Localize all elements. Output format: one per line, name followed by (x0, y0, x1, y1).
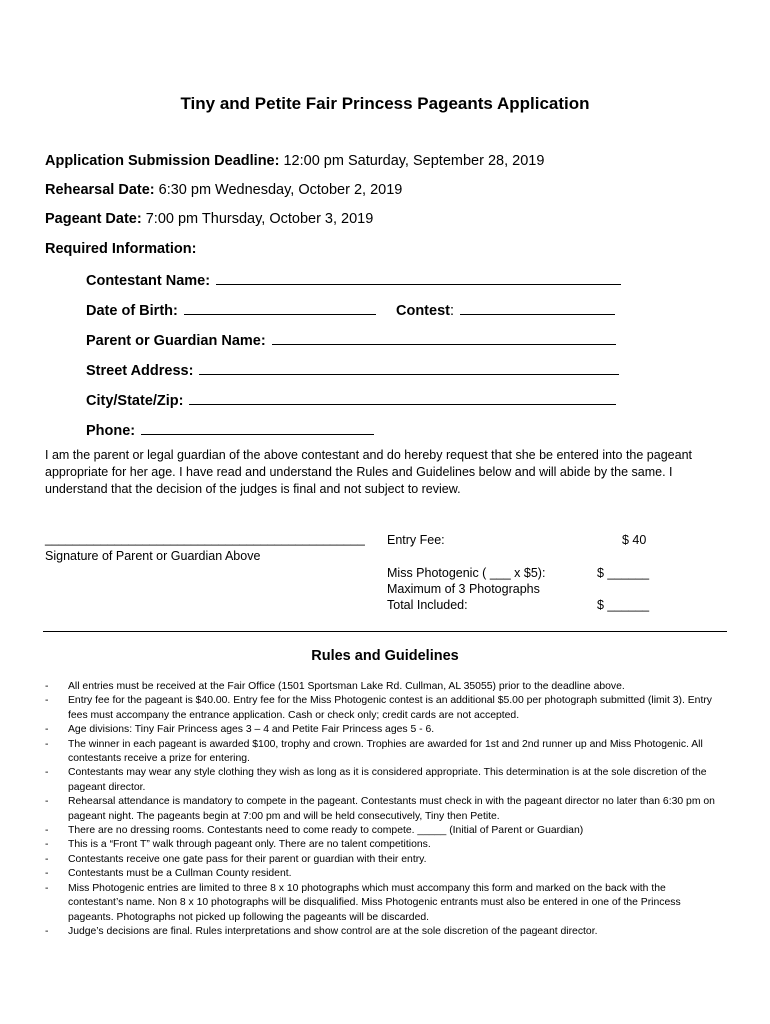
consent-paragraph: I am the parent or legal guardian of the above contestant and do hereby request that she be entered into the pageant appropriate for her age. I have read and understand the Rules and Guidelines below and will abide by the same. I understand that the decision of the judges is final and not subject to review. (45, 448, 692, 496)
signature-line[interactable]: ______________________________________________ (45, 532, 365, 546)
list-dash: - (45, 825, 49, 837)
phone-field[interactable] (141, 420, 374, 435)
street-field[interactable] (199, 360, 619, 375)
guardian-name-row (86, 330, 616, 349)
list-dash: - (45, 681, 49, 692)
list-item (45, 838, 715, 852)
contest-row (396, 300, 615, 319)
dob-row (86, 300, 376, 319)
rules-title: Rules and Guidelines (311, 648, 459, 664)
photogenic-value[interactable]: $ ______ (597, 566, 650, 580)
dob-field[interactable] (184, 300, 376, 315)
list-item (45, 680, 715, 694)
signature-label: Signature of Parent or Guardian Above (45, 549, 261, 563)
pageant-value: 7:00 pm Thursday, October 3, 2019 (145, 211, 374, 227)
pageant-label: Pageant Date: (45, 211, 142, 227)
rule-text: Judge’s decisions are final. Rules interpretations and show control are at the sole discretion of the pageant director. (68, 925, 598, 937)
list-item (45, 766, 715, 795)
contestant-name-label: Contestant Name: (86, 273, 211, 289)
city-label: City/State/Zip: (86, 393, 184, 409)
rule-text: Entry fee for the pageant is $40.00. Entry fee for the Miss Photogenic contest is an additional $5.00 per photograph submitted (limit 3). Entry fees must accompany the entrance application. Cash or check only; credit cards are not accepted. (68, 695, 713, 721)
city-row (86, 390, 616, 409)
street-label: Street Address: (86, 363, 194, 379)
list-item (45, 925, 715, 939)
rule-text: There are no dressing rooms. Contestants need to come ready to compete. _____ (Initial of Parent or Guardian) (68, 825, 584, 837)
contest-field[interactable] (460, 300, 615, 315)
rule-text: Age divisions: Tiny Fair Princess ages 3 – 4 and Petite Fair Princess ages 5 - 6. (68, 724, 435, 736)
list-item (45, 738, 715, 767)
rule-text: Rehearsal attendance is mandatory to compete in the pageant. Contestants must check in with the pageant director no later than 6:30 pm on pageant night. The pageants begin at 7:00 pm and will be held consecutively, Tiny then Petite. (68, 796, 715, 822)
rule-text: All entries must be received at the Fair Office (1501 Sportsman Lake Rd. Cullman, AL 35055) prior to the deadline above. (68, 681, 625, 692)
list-dash: - (45, 925, 49, 937)
list-dash: - (45, 839, 49, 851)
photogenic-note: Maximum of 3 Photographs (387, 582, 540, 596)
rule-text: Contestants must be a Cullman County resident. (68, 868, 292, 880)
dob-label: Date of Birth: (86, 303, 178, 319)
list-item (45, 723, 715, 737)
deadline-label: Application Submission Deadline: (45, 153, 280, 169)
required-heading: Required Information: (45, 241, 197, 257)
rehearsal-line (45, 182, 402, 198)
list-dash: - (45, 724, 49, 736)
list-item (45, 882, 715, 925)
photogenic-label: Miss Photogenic ( ___ x $5): (387, 566, 546, 580)
list-dash: - (45, 868, 49, 880)
list-dash: - (45, 796, 49, 808)
city-field[interactable] (189, 390, 616, 405)
pageant-line (45, 211, 373, 227)
rules-list (45, 680, 715, 939)
rule-text: The winner in each pageant is awarded $100, trophy and crown. Trophies are awarded for 1st and 2nd runner up and Miss Photogenic. All contestants receive a prize for entering. (68, 738, 703, 765)
rule-text: Miss Photogenic entries are limited to three 8 x 10 photographs which must accompany this form and marked on the back with the contestant’s name. Non 8 x 10 photographs will be disqualified. Miss Photogenic entrants must also be entered in one of the Princess pageants. Photographs not picked up following the pageants will be discarded. (68, 882, 681, 923)
list-dash: - (45, 767, 49, 779)
list-item (45, 853, 715, 867)
guardian-name-label: Parent or Guardian Name: (86, 333, 266, 349)
phone-label: Phone: (86, 423, 136, 439)
contest-label: Contest (396, 303, 450, 319)
section-divider (43, 631, 727, 632)
rule-text: This is a “Front T” walk through pageant only. There are no talent competitions. (68, 839, 431, 851)
guardian-name-field[interactable] (272, 330, 616, 345)
total-label: Total Included: (387, 598, 468, 612)
total-value[interactable]: $ ______ (597, 598, 650, 612)
rule-text: Contestants receive one gate pass for their parent or guardian with their entry. (68, 853, 427, 865)
street-row (86, 360, 619, 379)
phone-row (86, 420, 374, 439)
rehearsal-label: Rehearsal Date: (45, 182, 155, 198)
page-title: Tiny and Petite Fair Princess Pageants Application (180, 94, 590, 113)
list-dash: - (45, 882, 49, 894)
contestant-name-row (86, 270, 621, 289)
rule-text: Contestants may wear any style clothing they wish as long as it is considered appropriate. This determination is at the sole discretion of the pageant director. (68, 767, 707, 793)
list-dash: - (45, 853, 49, 865)
list-dash: - (45, 695, 49, 707)
contest-colon: : (449, 303, 455, 319)
contestant-name-field[interactable] (216, 270, 621, 285)
entry-fee-value: $ 40 (622, 533, 647, 547)
deadline-line (45, 153, 544, 169)
rehearsal-value: 6:30 pm Wednesday, October 2, 2019 (158, 182, 403, 198)
list-item (45, 867, 715, 881)
entry-fee-label: Entry Fee: (387, 533, 445, 547)
deadline-value: 12:00 pm Saturday, September 28, 2019 (283, 153, 545, 169)
list-item (45, 824, 715, 838)
list-item (45, 694, 715, 723)
list-dash: - (45, 738, 49, 750)
list-item (45, 795, 715, 824)
